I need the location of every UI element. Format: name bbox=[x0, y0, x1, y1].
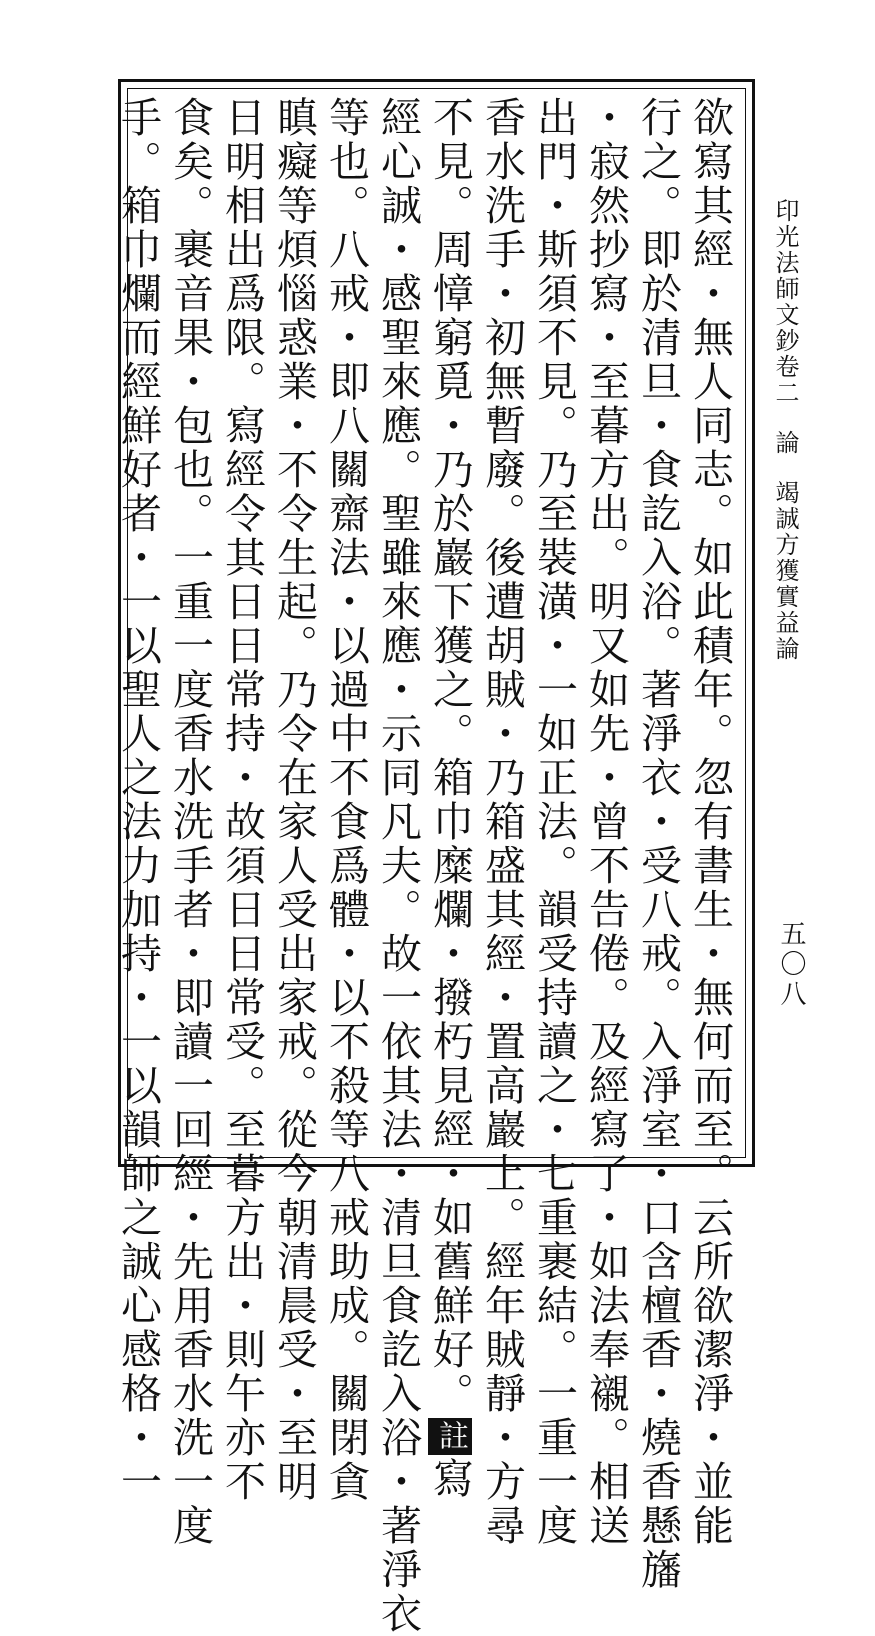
text-column-1: 欲寫其經・無人同志。如此積年。忽有書生・無何而至。云所欲潔淨・並能 bbox=[686, 96, 734, 1548]
text-column-4: 出門・斯須不見。乃至裝潢・一如正法。韻受持讀之・七重裹結。一重一度 bbox=[530, 96, 578, 1548]
column-6-tail: 寫 bbox=[426, 1457, 474, 1501]
text-column-10: 日明相出爲限。寫經令其日日常持・故須日日常受。至暮方出・則午亦不 bbox=[218, 96, 266, 1504]
body-text bbox=[114, 96, 740, 1636]
column-6-main: 不見。周慞窮覓・乃於巖下獲之。箱巾糜爛・撥朽見經・如舊鮮好。 bbox=[426, 96, 474, 1416]
text-column-12: 手。箱巾爛而經鮮好者・一以聖人之法力加持・一以韻師之誠心感格・一 bbox=[114, 96, 162, 1504]
text-column-9: 瞋癡等煩惱惑業・不令生起。乃令在家人受出家戒。從今朝清晨受・至明 bbox=[270, 96, 318, 1504]
text-column-7: 經心誠・感聖來應。聖雖來應・示同凡夫。故一依其法・清旦食訖入浴・著淨衣 bbox=[374, 96, 422, 1636]
essay-title: 竭誠方獲實益論 bbox=[771, 480, 799, 662]
text-column-3: ・寂然抄寫・至暮方出。明又如先・曾不告倦。及經寫了・如法奉襯。相送 bbox=[582, 96, 630, 1548]
text-column-5: 香水洗手・初無暫廢。後遭胡賊・乃箱盛其經・置高巖上。經年賊靜・方尋 bbox=[478, 96, 526, 1548]
running-header bbox=[770, 198, 800, 662]
book-title: 印光法師文鈔卷二 bbox=[771, 198, 799, 406]
annotation-marker: 註 bbox=[428, 1418, 472, 1455]
page-number: 五〇八 bbox=[776, 920, 806, 1010]
text-column-8: 等也。八戒・即八關齋法・以過中不食爲體・以不殺等八戒助成。關閉貪 bbox=[322, 96, 370, 1504]
text-column-11: 食矣。裹音果・包也。一重一度香水洗手者・即讀一回經・先用香水洗一度 bbox=[166, 96, 214, 1548]
text-column-2: 行之。即於清旦・食訖入浴。著淨衣・受八戒。入淨室・口含檀香・燒香懸旛 bbox=[634, 96, 682, 1592]
section-label: 論 bbox=[771, 430, 799, 456]
text-column-6 bbox=[424, 96, 476, 1501]
